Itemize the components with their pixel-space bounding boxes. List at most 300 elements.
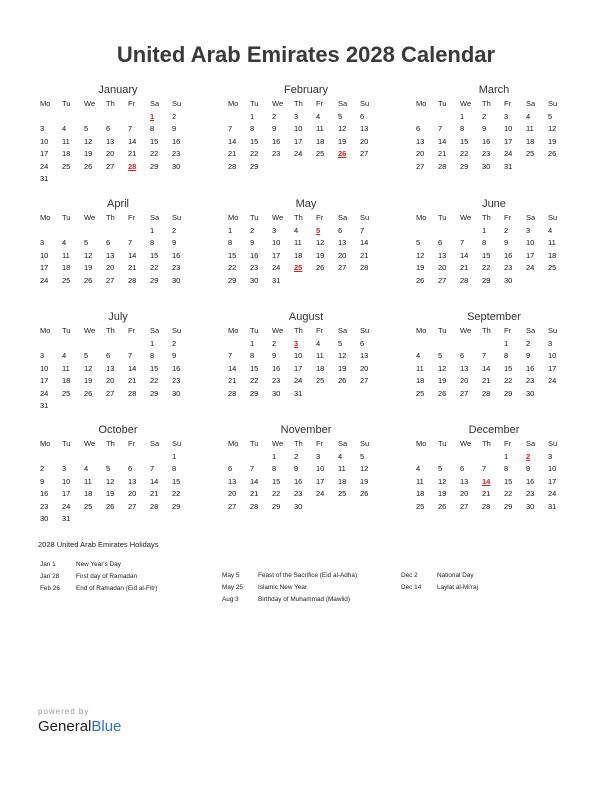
day-cell <box>40 161 62 174</box>
month-october <box>40 422 196 526</box>
day-number: 26 <box>338 376 347 385</box>
day-cell <box>128 375 150 388</box>
day-number: 12 <box>106 476 115 486</box>
week-row <box>416 488 572 501</box>
weekday-label: Sa <box>526 99 536 108</box>
day-cell <box>272 501 294 514</box>
empty-day-cell <box>106 513 128 526</box>
day-number: 29 <box>504 501 513 511</box>
empty-day-cell <box>416 225 438 238</box>
month-december <box>416 422 572 513</box>
weekday-header <box>228 212 384 225</box>
day-cell <box>504 476 526 489</box>
weekday-header <box>228 98 384 111</box>
day-number: 7 <box>482 351 487 360</box>
week-row <box>416 237 572 250</box>
week-row <box>228 225 384 238</box>
weekday-label: Fr <box>128 326 136 335</box>
holiday-entry <box>401 570 478 582</box>
day-number: 11 <box>316 351 324 360</box>
day-cell <box>482 161 504 174</box>
day-cell <box>548 501 570 514</box>
day-cell <box>40 476 62 489</box>
day-cell <box>416 350 438 363</box>
holiday-name: Laylat al-Mi'raj <box>437 584 478 591</box>
day-cell <box>526 350 548 363</box>
day-number: 5 <box>548 111 553 121</box>
month-january <box>40 82 196 186</box>
day-cell <box>62 463 84 476</box>
weekday-label: Th <box>106 213 115 222</box>
day-number: 11 <box>62 250 70 260</box>
weekday-label: Th <box>294 326 303 335</box>
weekday-label: Fr <box>316 99 324 108</box>
day-number: 17 <box>62 489 71 498</box>
day-cell <box>106 275 128 288</box>
day-number: 3 <box>40 351 45 360</box>
day-cell <box>360 136 382 149</box>
day-number: 9 <box>172 238 177 247</box>
day-cell <box>40 350 62 363</box>
weekday-label: Tu <box>438 326 447 335</box>
day-cell <box>338 225 360 238</box>
day-cell <box>106 388 128 401</box>
weekday-label: We <box>460 213 472 222</box>
day-cell <box>504 161 526 174</box>
week-row <box>228 375 384 388</box>
day-cell <box>460 375 482 388</box>
day-number: 29 <box>482 275 491 285</box>
week-row <box>228 123 384 136</box>
day-cell <box>438 275 460 288</box>
holiday-entry <box>222 570 357 582</box>
day-cell <box>416 375 438 388</box>
day-cell <box>228 488 250 501</box>
day-cell <box>62 501 84 514</box>
day-number: 23 <box>482 149 491 158</box>
weekday-label: Sa <box>150 326 160 335</box>
weekday-label: Tu <box>250 439 259 448</box>
day-number: 18 <box>548 250 557 260</box>
day-cell <box>294 363 316 376</box>
day-number: 24 <box>504 149 513 158</box>
day-cell <box>250 350 272 363</box>
day-number: 26 <box>416 275 425 285</box>
weekday-label: Su <box>172 99 182 108</box>
empty-day-cell <box>128 451 150 464</box>
day-number: 7 <box>360 225 365 235</box>
day-cell <box>338 237 360 250</box>
day-cell <box>250 148 272 161</box>
day-cell <box>482 111 504 124</box>
empty-day-cell <box>128 173 150 186</box>
day-number: 19 <box>360 476 369 486</box>
weekday-label: Su <box>360 326 370 335</box>
day-number: 10 <box>504 124 513 133</box>
weekday-label: Mo <box>40 213 51 222</box>
day-number: 12 <box>438 476 447 486</box>
week-row <box>40 388 196 401</box>
day-number: 12 <box>360 464 369 473</box>
weekday-label: Fr <box>504 213 512 222</box>
day-cell <box>460 501 482 514</box>
week-row <box>416 275 572 288</box>
week-row <box>40 173 196 186</box>
day-cell <box>250 476 272 489</box>
holiday-entry <box>401 582 478 594</box>
day-cell <box>360 123 382 136</box>
day-cell <box>150 363 172 376</box>
day-cell <box>316 338 338 351</box>
day-cell <box>316 476 338 489</box>
month-name: April <box>106 198 129 210</box>
day-number: 4 <box>316 338 321 348</box>
day-number: 7 <box>128 238 133 247</box>
day-number: 18 <box>416 376 425 385</box>
empty-day-cell <box>62 451 84 464</box>
day-number: 29 <box>172 501 181 511</box>
day-cell <box>316 136 338 149</box>
week-row <box>40 237 196 250</box>
empty-day-cell <box>150 173 172 186</box>
empty-day-cell <box>294 161 316 174</box>
day-number: 5 <box>84 351 89 360</box>
week-row <box>228 501 384 514</box>
day-cell <box>338 375 360 388</box>
month-name: August <box>288 311 324 323</box>
day-number: 7 <box>128 351 133 360</box>
day-cell <box>40 388 62 401</box>
day-number: 13 <box>106 136 115 146</box>
day-cell <box>338 262 360 275</box>
day-cell <box>150 237 172 250</box>
day-number: 20 <box>106 263 115 272</box>
day-cell <box>40 501 62 514</box>
day-number: 16 <box>172 363 181 373</box>
weekday-label: Sa <box>338 99 348 108</box>
day-cell <box>360 148 382 161</box>
weekday-label: Th <box>482 99 491 108</box>
day-number: 1 <box>460 111 465 121</box>
day-number: 30 <box>526 501 535 511</box>
weekday-header <box>416 212 572 225</box>
day-number: 9 <box>526 464 531 473</box>
day-cell <box>438 136 460 149</box>
day-number: 13 <box>360 124 369 133</box>
day-cell <box>360 375 382 388</box>
day-number: 26 <box>84 161 93 171</box>
empty-day-cell <box>150 400 172 413</box>
day-number: 25 <box>416 501 425 511</box>
month-february <box>228 82 384 173</box>
week-row <box>228 350 384 363</box>
empty-day-cell <box>416 111 438 124</box>
day-cell <box>250 136 272 149</box>
holiday-entry <box>40 559 157 571</box>
day-number: 24 <box>40 161 49 171</box>
empty-day-cell <box>84 513 106 526</box>
holiday-day-cell <box>316 225 338 238</box>
empty-day-cell <box>150 513 172 526</box>
day-number: 5 <box>84 238 89 247</box>
day-cell <box>438 250 460 263</box>
day-number: 27 <box>460 501 469 511</box>
empty-day-cell <box>128 225 150 238</box>
day-cell <box>438 148 460 161</box>
day-number: 16 <box>504 250 513 260</box>
day-cell <box>84 363 106 376</box>
day-cell <box>272 250 294 263</box>
day-cell <box>172 237 194 250</box>
day-cell <box>482 237 504 250</box>
day-number: 9 <box>526 351 531 360</box>
day-number: 15 <box>250 363 259 373</box>
day-cell <box>272 388 294 401</box>
holiday-entry <box>222 594 357 606</box>
day-number: 4 <box>62 351 67 360</box>
weekday-label: Su <box>172 326 182 335</box>
day-number: 20 <box>416 149 425 158</box>
weekday-label: Mo <box>40 99 51 108</box>
day-cell <box>228 136 250 149</box>
week-row <box>416 388 572 401</box>
day-number: 31 <box>40 401 49 410</box>
day-cell <box>84 350 106 363</box>
day-cell <box>526 388 548 401</box>
week-row <box>40 123 196 136</box>
day-cell <box>228 123 250 136</box>
day-cell <box>40 148 62 161</box>
holiday-name: Islamic New Year <box>258 584 308 591</box>
week-row <box>228 463 384 476</box>
day-number: 9 <box>250 238 255 247</box>
day-cell <box>526 488 548 501</box>
day-cell <box>40 250 62 263</box>
weekday-label: Su <box>548 439 558 448</box>
day-number: 26 <box>84 275 93 285</box>
day-cell <box>128 262 150 275</box>
day-cell <box>294 388 316 401</box>
month-august <box>228 309 384 400</box>
day-cell <box>294 350 316 363</box>
day-cell <box>526 375 548 388</box>
day-cell <box>40 173 62 186</box>
day-number: 24 <box>40 388 49 398</box>
day-number: 3 <box>294 338 299 348</box>
day-number: 12 <box>84 363 93 373</box>
day-cell <box>62 513 84 526</box>
empty-day-cell <box>84 451 106 464</box>
day-cell <box>482 375 504 388</box>
empty-day-cell <box>338 388 360 401</box>
empty-day-cell <box>106 173 128 186</box>
holiday-date: Aug 3 <box>222 596 239 603</box>
day-number: 28 <box>460 275 469 285</box>
day-number: 15 <box>504 476 513 486</box>
weekday-header <box>40 212 196 225</box>
weekday-label: Fr <box>316 439 324 448</box>
day-cell <box>316 451 338 464</box>
day-cell <box>228 375 250 388</box>
day-number: 15 <box>482 250 491 260</box>
day-cell <box>338 136 360 149</box>
holiday-name: Feast of the Sacrifice (Eid al-Adha) <box>258 572 358 579</box>
day-cell <box>294 237 316 250</box>
day-number: 9 <box>172 124 177 133</box>
day-number: 12 <box>338 351 347 360</box>
empty-day-cell <box>360 501 382 514</box>
day-number: 8 <box>150 124 155 133</box>
day-cell <box>416 237 438 250</box>
day-cell <box>460 388 482 401</box>
day-number: 29 <box>150 275 159 285</box>
empty-day-cell <box>106 400 128 413</box>
day-number: 20 <box>106 149 115 158</box>
day-cell <box>150 136 172 149</box>
empty-day-cell <box>548 275 570 288</box>
day-number: 5 <box>338 338 343 348</box>
day-number: 31 <box>62 514 71 523</box>
day-cell <box>482 488 504 501</box>
day-number: 27 <box>416 161 425 171</box>
day-number: 15 <box>150 363 159 373</box>
day-cell <box>106 237 128 250</box>
day-number: 13 <box>228 476 237 486</box>
empty-day-cell <box>460 338 482 351</box>
weekday-label: Mo <box>40 326 51 335</box>
day-number: 11 <box>294 238 302 247</box>
day-cell <box>150 350 172 363</box>
day-cell <box>360 262 382 275</box>
day-number: 14 <box>150 476 159 486</box>
weekday-header <box>228 325 384 338</box>
holiday-date: May 25 <box>222 584 243 591</box>
empty-day-cell <box>416 451 438 464</box>
brand-logo <box>38 707 121 735</box>
week-row <box>416 476 572 489</box>
day-cell <box>62 375 84 388</box>
day-cell <box>272 148 294 161</box>
day-cell <box>438 375 460 388</box>
day-number: 5 <box>316 225 321 235</box>
day-number: 11 <box>84 476 92 486</box>
weekday-label: Sa <box>526 213 536 222</box>
day-cell <box>526 111 548 124</box>
weekday-header <box>416 438 572 451</box>
empty-day-cell <box>128 400 150 413</box>
day-number: 2 <box>526 451 531 461</box>
day-cell <box>150 123 172 136</box>
day-number: 20 <box>438 263 447 272</box>
day-cell <box>106 148 128 161</box>
day-cell <box>526 148 548 161</box>
day-number: 18 <box>62 376 71 385</box>
day-number: 21 <box>438 149 447 158</box>
day-number: 20 <box>460 376 469 385</box>
day-cell <box>272 338 294 351</box>
day-cell <box>172 338 194 351</box>
day-number: 5 <box>438 464 443 473</box>
day-number: 27 <box>438 275 447 285</box>
empty-day-cell <box>106 111 128 124</box>
week-row <box>228 476 384 489</box>
day-cell <box>40 136 62 149</box>
day-cell <box>482 136 504 149</box>
day-number: 18 <box>316 363 325 373</box>
week-row <box>416 451 572 464</box>
day-cell <box>438 161 460 174</box>
day-number: 20 <box>128 489 137 498</box>
day-number: 21 <box>482 489 491 498</box>
week-row <box>228 148 384 161</box>
day-number: 6 <box>128 464 133 473</box>
day-number: 17 <box>40 263 49 272</box>
day-number: 30 <box>526 388 535 398</box>
holiday-entry <box>40 583 157 595</box>
day-number: 10 <box>40 136 49 146</box>
holiday-column <box>401 570 478 594</box>
month-april <box>40 196 196 287</box>
day-number: 24 <box>294 376 303 385</box>
day-cell <box>338 250 360 263</box>
day-cell <box>526 338 548 351</box>
day-cell <box>172 111 194 124</box>
day-cell <box>84 275 106 288</box>
day-cell <box>504 338 526 351</box>
week-row <box>40 513 196 526</box>
day-cell <box>360 463 382 476</box>
day-cell <box>416 123 438 136</box>
day-cell <box>62 148 84 161</box>
day-cell <box>526 250 548 263</box>
weekday-label: We <box>272 326 284 335</box>
week-row <box>416 250 572 263</box>
day-cell <box>526 237 548 250</box>
weekday-label: We <box>84 99 96 108</box>
day-cell <box>150 501 172 514</box>
day-cell <box>128 501 150 514</box>
day-cell <box>416 488 438 501</box>
weekday-label: Mo <box>40 439 51 448</box>
day-number: 3 <box>316 451 321 461</box>
day-number: 28 <box>360 263 369 272</box>
day-number: 16 <box>172 250 181 260</box>
day-cell <box>548 123 570 136</box>
day-number: 4 <box>416 351 421 360</box>
day-cell <box>438 463 460 476</box>
day-number: 21 <box>228 376 237 385</box>
holiday-column <box>40 559 157 595</box>
day-cell <box>294 136 316 149</box>
weekday-label: Mo <box>416 326 427 335</box>
day-number: 29 <box>250 388 259 398</box>
day-number: 8 <box>150 238 155 247</box>
day-cell <box>228 275 250 288</box>
day-number: 8 <box>228 238 233 247</box>
day-cell <box>460 488 482 501</box>
day-cell <box>84 476 106 489</box>
day-number: 4 <box>294 225 299 235</box>
empty-day-cell <box>360 388 382 401</box>
day-number: 18 <box>338 476 347 486</box>
day-cell <box>548 451 570 464</box>
day-number: 15 <box>172 476 181 486</box>
day-number: 24 <box>316 489 325 498</box>
weekday-label: Sa <box>150 99 160 108</box>
day-number: 22 <box>150 149 159 158</box>
day-number: 6 <box>360 111 365 121</box>
day-number: 23 <box>172 149 181 158</box>
